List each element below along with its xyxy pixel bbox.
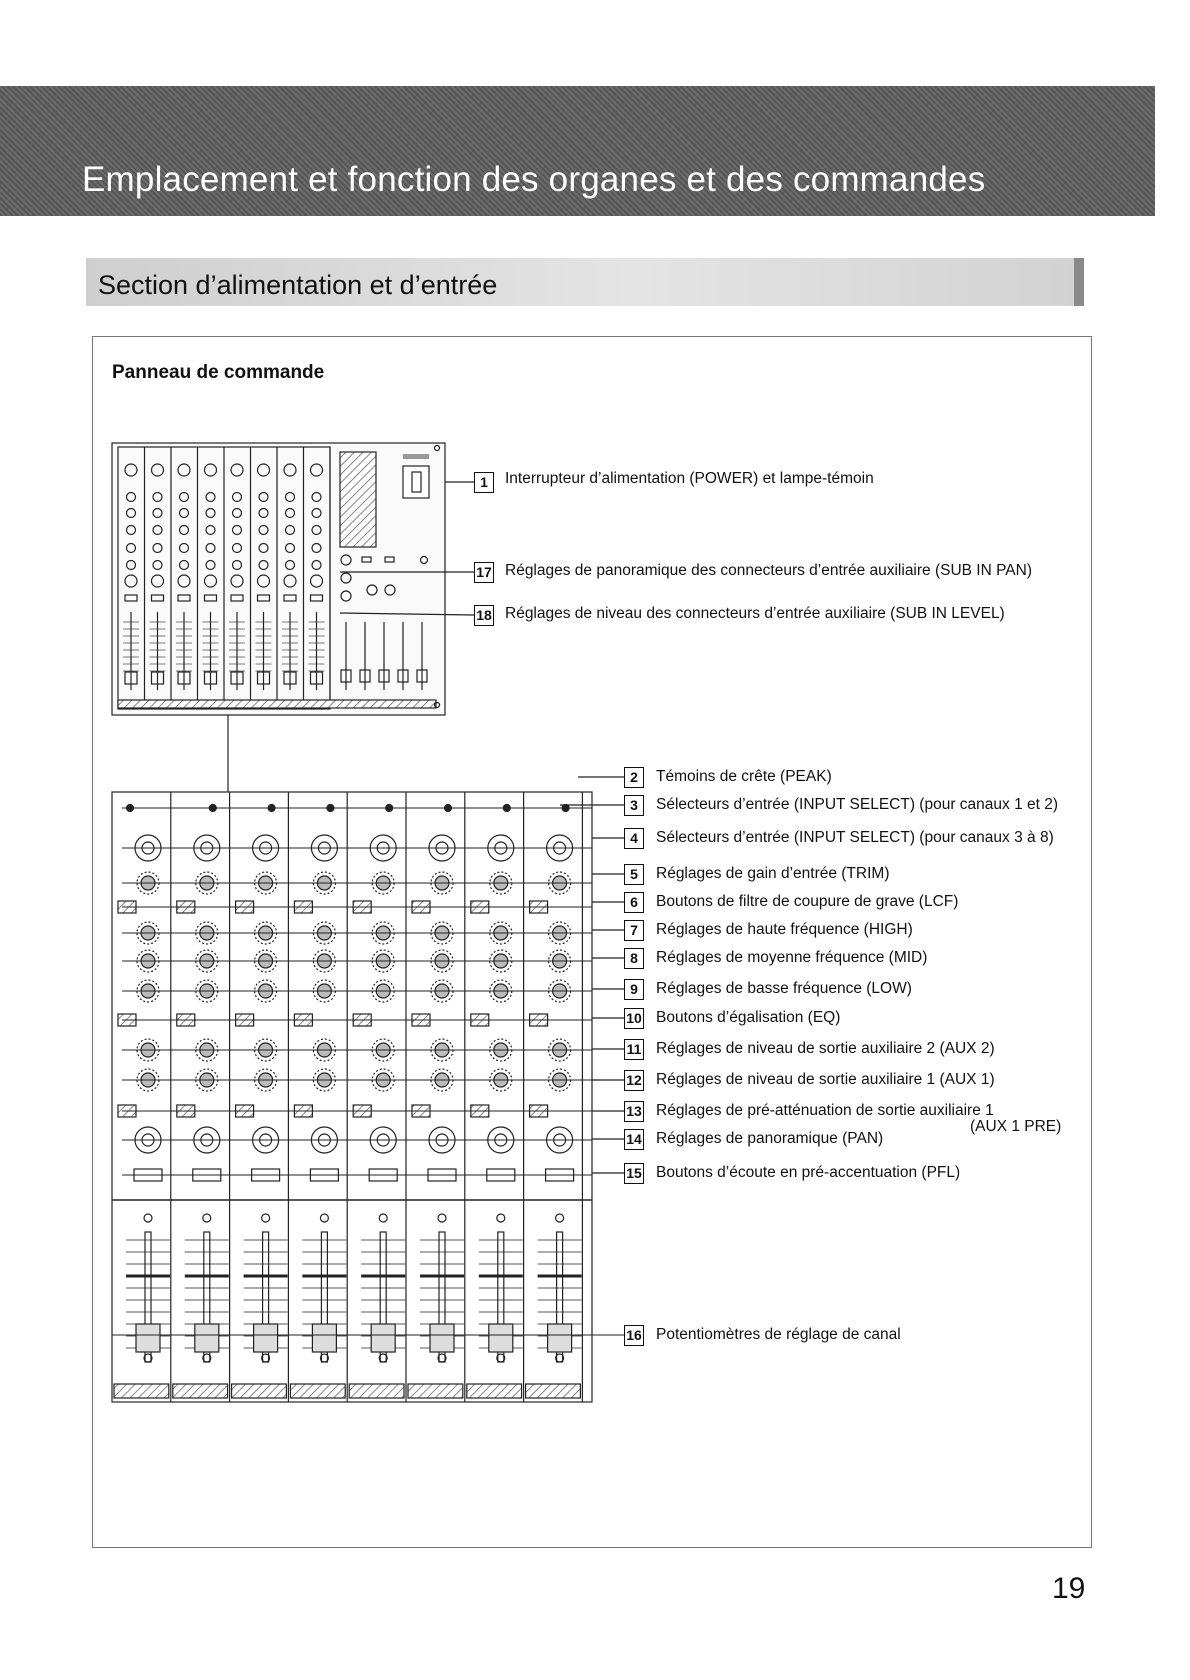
channel-fader-knob <box>254 1324 278 1352</box>
channel-base <box>232 1384 287 1398</box>
callout-text-18: Réglages de niveau des connecteurs d’entrée auxiliaire (SUB IN LEVEL) <box>505 605 1005 622</box>
channel-fader-knob <box>136 1324 160 1352</box>
channel-base <box>467 1384 522 1398</box>
callout-number-6: 6 <box>624 892 644 913</box>
callout-number-17: 17 <box>474 562 494 583</box>
callout-text-13: Réglages de pré-atténuation de sortie auxiliaire 1 <box>656 1102 994 1119</box>
callout-number-9: 9 <box>624 979 644 1000</box>
page-number: 19 <box>1052 1572 1086 1605</box>
callout-number-3: 3 <box>624 795 644 816</box>
callout-number-1: 1 <box>474 472 494 493</box>
callout-number-2: 2 <box>624 767 644 788</box>
channel-base <box>349 1384 404 1398</box>
callout-text-1: Interrupteur d’alimentation (POWER) et lampe-témoin <box>505 470 874 487</box>
callout-number-8: 8 <box>624 948 644 969</box>
channel-base <box>290 1384 345 1398</box>
callout-number-15: 15 <box>624 1163 644 1184</box>
callout-number-7: 7 <box>624 920 644 941</box>
callout-number-18: 18 <box>474 605 494 626</box>
callout-text-10: Boutons d’égalisation (EQ) <box>656 1009 841 1026</box>
callout-text-3: Sélecteurs d’entrée (INPUT SELECT) (pour canaux 1 et 2) <box>656 796 1059 813</box>
callout-number-10: 10 <box>624 1008 644 1029</box>
channel-fader-knob <box>371 1324 395 1352</box>
callout-text-11: Réglages de niveau de sortie auxiliaire 2 (AUX 2) <box>656 1040 995 1057</box>
callout-text-8: Réglages de moyenne fréquence (MID) <box>656 949 928 966</box>
callout-number-13: 13 <box>624 1101 644 1122</box>
callout-number-5: 5 <box>624 864 644 885</box>
channel-base <box>526 1384 581 1398</box>
page-title: Emplacement et fonction des organes et des commandes <box>82 160 986 199</box>
channel-base <box>173 1384 228 1398</box>
callout-text-15: Boutons d’écoute en pré-accentuation (PFL) <box>656 1164 961 1181</box>
channel-fader-knob <box>548 1324 572 1352</box>
callout-text-7: Réglages de haute fréquence (HIGH) <box>656 921 913 938</box>
callout-text-9: Réglages de basse fréquence (LOW) <box>656 980 912 997</box>
callout-text-5: Réglages de gain d’entrée (TRIM) <box>656 865 890 882</box>
channel-strips <box>112 792 632 1402</box>
panel-label: Panneau de commande <box>112 362 325 383</box>
callout-text-13-continuation: (AUX 1 PRE) <box>970 1118 1062 1135</box>
callout-text-6: Boutons de filtre de coupure de grave (LCF) <box>656 893 959 910</box>
callout-number-14: 14 <box>624 1129 644 1150</box>
channel-base <box>114 1384 169 1398</box>
callout-text-17: Réglages de panoramique des connecteurs d’entrée auxiliaire (SUB IN PAN) <box>505 562 1032 579</box>
callout-number-11: 11 <box>624 1039 644 1060</box>
section-title: Section d’alimentation et d’entrée <box>98 270 498 300</box>
callout-number-16: 16 <box>624 1325 644 1346</box>
callout-text-16: Potentiomètres de réglage de canal <box>656 1326 901 1343</box>
callout-text-14: Réglages de panoramique (PAN) <box>656 1130 884 1147</box>
overview-panel <box>112 443 445 715</box>
channel-fader-knob <box>195 1324 219 1352</box>
channel-fader-knob <box>489 1324 513 1352</box>
channel-fader-knob <box>430 1324 454 1352</box>
callout-text-4: Sélecteurs d’entrée (INPUT SELECT) (pour canaux 3 à 8) <box>656 829 1054 846</box>
channel-fader-knob <box>312 1324 336 1352</box>
callout-text-2: Témoins de crête (PEAK) <box>656 768 832 785</box>
callout-text-12: Réglages de niveau de sortie auxiliaire 1 (AUX 1) <box>656 1071 995 1088</box>
callout-number-12: 12 <box>624 1070 644 1091</box>
callout-number-4: 4 <box>624 828 644 849</box>
channel-base <box>408 1384 463 1398</box>
